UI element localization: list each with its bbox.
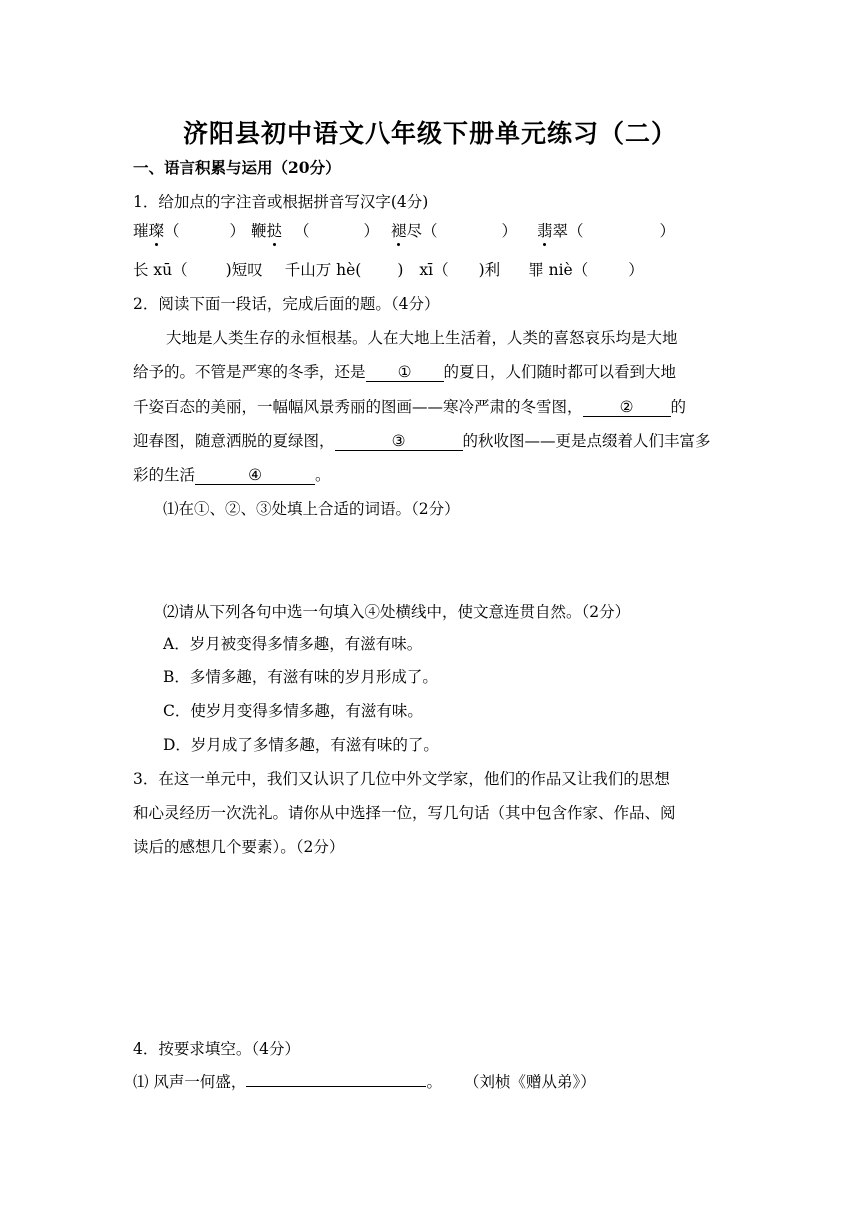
question-1-stem: 1．给加点的字注音或根据拼音写汉字(4分) <box>133 193 429 211</box>
passage-line-5: 彩的生活 ④ 。 <box>133 466 331 484</box>
question-2-stem: 2．阅读下面一段话，完成后面的题。（4分） <box>133 295 440 313</box>
poem-blank[interactable] <box>246 1086 426 1087</box>
section-heading: 一、语言积累与运用（20分） <box>133 158 341 177</box>
q1-row2: 长 xū（ )短叹 千山万 hè( ) xī（ )利 罪 niè（ ） <box>133 261 644 279</box>
blank-3[interactable]: ③ <box>335 433 463 451</box>
q4-item-1: ⑴ 风声一何盛， 。 （刘桢《赠从弟》） <box>133 1073 596 1091</box>
blank-1[interactable]: ① <box>366 364 444 382</box>
passage-line-2: 给予的。不管是严寒的冬季，还是 ① 的夏日，人们随时都可以看到大地 <box>133 363 677 381</box>
passage-line-1: 大地是人类生存的永恒根基。人在大地上生活着，人类的喜怒哀乐均是大地 <box>166 329 678 347</box>
question-3-line-3: 读后的感想几个要素）。（2分） <box>133 838 345 856</box>
passage-line-3: 千姿百态的美丽，一幅幅风景秀丽的图画——寒冷严肃的冬雪图， ② 的 <box>133 398 687 416</box>
passage-line-4: 迎春图，随意洒脱的夏绿图， ③ 的秋收图——更是点缀着人们丰富多 <box>133 432 711 450</box>
option-c: C．使岁月变得多情多趣，有滋有味。 <box>163 702 423 720</box>
blank-2[interactable]: ② <box>583 399 671 417</box>
blank-4[interactable]: ④ <box>195 467 315 485</box>
q1-item-1: 璀璨（ ） <box>133 219 245 241</box>
question-4-stem: 4．按要求填空。（4分） <box>133 1040 300 1058</box>
option-b: B．多情多趣，有滋有味的岁月形成了。 <box>163 668 438 686</box>
question-3-line-2: 和心灵经历一次洗礼。请你从中选择一位，写几句话（其中包含作家、作品、阅 <box>133 804 676 822</box>
option-a: A．岁月被变得多情多趣，有滋有味。 <box>163 635 423 653</box>
q1-item-2: 鞭挞 （ ） <box>251 219 379 241</box>
sub-question-2: ⑵请从下列各句中选一句填入④处横线中，使文意连贯自然。（2分） <box>163 603 631 621</box>
option-d: D．岁月成了多情多趣，有滋有味的了。 <box>163 736 439 754</box>
q1-item-3: 褪尽（ ） <box>391 219 517 241</box>
q1-item-4: 翡翠（ ） <box>537 219 675 241</box>
page-title: 济阳县初中语文八年级下册单元练习（二） <box>183 119 678 148</box>
sub-question-1: ⑴在①、②、③处填上合适的词语。（2分） <box>163 500 460 518</box>
question-3-line-1: 3．在这一单元中，我们又认识了几位中外文学家，他们的作品又让我们的思想 <box>133 770 670 788</box>
